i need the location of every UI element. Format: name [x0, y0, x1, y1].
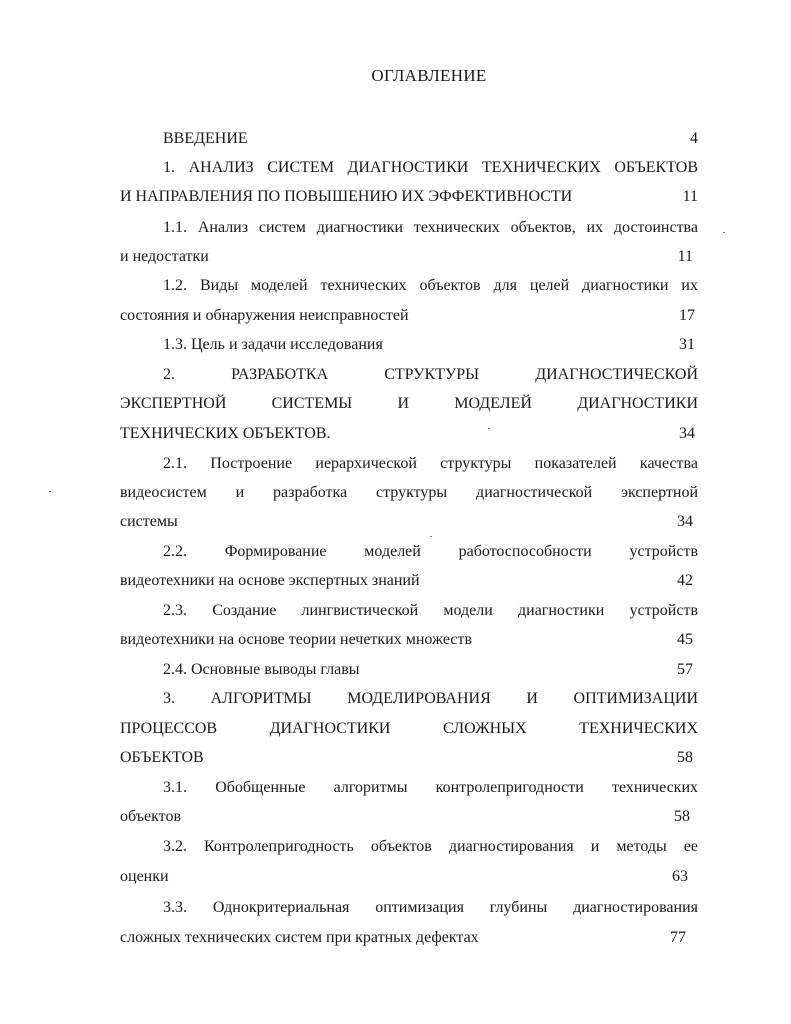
toc-entry-text: состояния и обнаружения неисправностей — [120, 307, 409, 324]
toc-entry-2-1-line1[interactable]: 2.1. Построение иерархической структуры показателей качества — [163, 455, 698, 472]
toc-entry-text: видеотехники на основе экспертных знаний — [120, 572, 420, 589]
toc-entry-3-2-line1[interactable]: 3.2. Контролепригодность объектов диагностирования и методы ее — [163, 838, 698, 855]
toc-entry-ch2-line2[interactable]: ЭКСПЕРТНОЙ СИСТЕМЫ И МОДЕЛЕЙ ДИАГНОСТИКИ — [120, 395, 698, 412]
toc-entry-text: 2.4. Основные выводы главы — [163, 661, 360, 678]
toc-page-number: 58 — [674, 808, 690, 825]
scan-speck — [49, 491, 51, 492]
toc-entry-1-3[interactable] — [163, 334, 698, 356]
toc-entry-text: ТЕХНИЧЕСКИХ ОБЪЕКТОВ. — [120, 425, 331, 442]
toc-page-number: 77 — [670, 929, 686, 946]
toc-entry-intro[interactable] — [163, 128, 698, 150]
toc-page-number: 31 — [679, 336, 695, 353]
toc-page-number: 45 — [677, 631, 693, 648]
toc-entry-ch1-line1[interactable]: 1. АНАЛИЗ СИСТЕМ ДИАГНОСТИКИ ТЕХНИЧЕСКИХ ОБЪЕКТОВ — [163, 159, 698, 176]
page-title: ОГЛАВЛЕНИЕ — [371, 66, 487, 85]
toc-entry-ch1-line2[interactable] — [120, 186, 698, 208]
toc-entry-ch3-line2[interactable]: ПРОЦЕССОВ ДИАГНОСТИКИ СЛОЖНЫХ ТЕХНИЧЕСКИХ — [120, 720, 698, 737]
toc-entry-2-2-line1[interactable]: 2.2. Формирование моделей работоспособности устройств — [163, 543, 698, 560]
toc-entry-2-3-line1[interactable]: 2.3. Создание лингвистической модели диагностики устройств — [163, 602, 698, 619]
toc-entry-2-1-line3[interactable] — [120, 511, 698, 533]
toc-entry-3-1-line1[interactable]: 3.1. Обобщенные алгоритмы контролепригодности технических — [163, 779, 698, 796]
toc-entry-text: оценки — [120, 868, 169, 885]
toc-entry-1-2-line2[interactable] — [120, 305, 698, 327]
toc-entry-ch2-line3[interactable] — [120, 423, 698, 445]
toc-entry-text: видеотехники на основе теории нечетких множеств — [120, 631, 473, 648]
toc-entry-text: объектов — [120, 808, 182, 825]
toc-entry-3-3-line2[interactable] — [120, 927, 698, 949]
toc-entry-ch3-line1[interactable]: 3. АЛГОРИТМЫ МОДЕЛИРОВАНИЯ И ОПТИМИЗАЦИИ — [163, 690, 698, 707]
toc-page-number: 57 — [677, 661, 693, 678]
toc-entry-3-1-line2[interactable] — [120, 806, 698, 828]
toc-entry-text: ВВЕДЕНИЕ — [163, 130, 248, 147]
scan-speck — [488, 428, 490, 429]
toc-entry-2-2-line2[interactable] — [120, 570, 698, 592]
toc-entry-1-2-line1[interactable]: 1.2. Виды моделей технических объектов для целей диагностики их — [163, 277, 698, 294]
toc-page-number: 63 — [672, 868, 688, 885]
toc-page-number: 34 — [677, 513, 693, 530]
toc-entry-3-3-line1[interactable]: 3.3. Однокритериальная оптимизация глубины диагностирования — [163, 899, 698, 916]
toc-entry-text: сложных технических систем при кратных дефектах — [120, 929, 479, 946]
toc-page-number: 34 — [679, 425, 695, 442]
scan-speck — [430, 536, 432, 537]
toc-entry-text: ОБЪЕКТОВ — [120, 749, 204, 766]
toc-entry-text: и недостатки — [120, 248, 209, 265]
toc-entry-2-3-line2[interactable] — [120, 629, 698, 651]
toc-entry-3-2-line2[interactable] — [120, 866, 698, 888]
toc-entry-2-1-line2[interactable]: видеосистем и разработка структуры диагностической экспертной — [120, 484, 698, 501]
toc-page-number: 17 — [679, 307, 695, 324]
toc-entry-2-4[interactable] — [163, 659, 698, 681]
toc-page-number: 11 — [677, 248, 693, 265]
toc-entry-ch3-line3[interactable] — [120, 747, 698, 769]
toc-entry-ch2-line1[interactable]: 2. РАЗРАБОТКА СТРУКТУРЫ ДИАГНОСТИЧЕСКОЙ — [163, 366, 698, 383]
toc-entry-1-1-line2[interactable] — [120, 246, 698, 268]
toc-page-number: 11 — [682, 188, 698, 205]
toc-page-number: 42 — [677, 572, 693, 589]
toc-page-number: 58 — [677, 749, 693, 766]
toc-page-number: 4 — [690, 130, 698, 147]
toc-entry-text: 1.3. Цель и задачи исследования — [163, 336, 383, 353]
toc-entry-text: И НАПРАВЛЕНИЯ ПО ПОВЫШЕНИЮ ИХ ЭФФЕКТИВНОСТИ — [120, 188, 573, 205]
scan-speck — [723, 232, 725, 233]
toc-entry-text: системы — [120, 513, 178, 530]
toc-entry-1-1-line1[interactable]: 1.1. Анализ систем диагностики технических объектов, их достоинства — [163, 219, 698, 236]
